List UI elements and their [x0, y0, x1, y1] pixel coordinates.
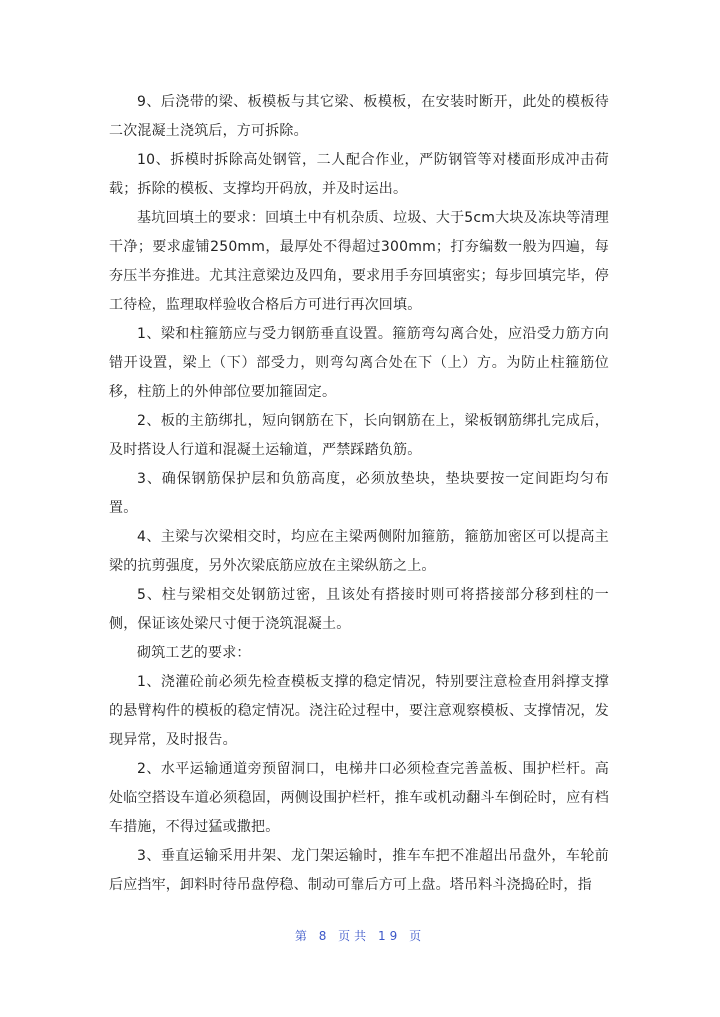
paragraph-pouring-1: 1、浇灌砼前必须先检查模板支撑的稳定情况，特别要注意检查用斜撑支撑的悬臂构件的模板的稳定情况。浇注砼过程中，要注意观察模板、支撑情况，发现异常，及时报告。: [109, 674, 609, 748]
page-footer: [0, 927, 720, 944]
paragraph-rebar-2: 2、板的主筋绑扎，短向钢筋在下，长向钢筋在上，梁板钢筋绑扎完成后，及时搭设人行道和混凝土运输道，严禁踩踏负筋。: [109, 413, 609, 458]
footer-total-pages: 19: [378, 929, 402, 943]
paragraph-rebar-4: 4、主梁与次梁相交时，均应在主梁两侧附加箍筋，箍筋加密区可以提高主梁的抗剪强度，另外次梁底筋应放在主梁纵筋之上。: [109, 529, 609, 574]
paragraph-rebar-1: 1、梁和柱箍筋应与受力钢筋垂直设置。箍筋弯勾离合处，应沿受力筋方向错开设置，梁上（下）部受力，则弯勾离合处在下（上）方。为防止柱箍筋位移，柱筋上的外伸部位要加箍固定。: [109, 326, 609, 400]
document-body: [109, 88, 609, 900]
footer-prefix: 第: [294, 929, 311, 943]
paragraph-rebar-3: 3、确保钢筋保护层和负筋高度，必须放垫块，垫块要按一定间距均匀布置。: [109, 471, 609, 516]
paragraph-10-formwork-removal: 10、拆模时拆除高处钢管，二人配合作业，严防钢管等对楼面形成冲击荷载；拆除的模板、支撑均开码放，并及时运出。: [109, 152, 609, 197]
section-heading-masonry: 砌筑工艺的要求：: [137, 645, 251, 661]
footer-page-number: 8: [318, 929, 331, 943]
footer-middle: 页共: [338, 929, 371, 943]
paragraph-pouring-3: 3、垂直运输采用井架、龙门架运输时，推车车把不准超出吊盘外，车轮前后应挡牢，卸料时待吊盘停稳、制动可靠后方可上盘。塔吊料斗浇捣砼时，指: [109, 848, 609, 893]
footer-suffix: 页: [409, 929, 426, 943]
paragraph-backfill-requirements: 基坑回填土的要求：回填土中有机杂质、垃圾、大于5cm大块及冻块等清理干净；要求虚铺250mm，最厚处不得超过300mm；打夯编数一般为四遍，每夯压半夯推进。尤其注意梁边及四角，要求用手夯回填密实；每步回填完毕，停工待检，监理取样验收合格后方可进行再次回填。: [109, 210, 609, 313]
paragraph-9-post-pour-strip: 9、后浇带的梁、板模板与其它梁、板模板，在安装时断开，此处的模板待二次混凝土浇筑后，方可拆除。: [109, 94, 609, 139]
paragraph-pouring-2: 2、水平运输通道旁预留洞口，电梯井口必须检查完善盖板、围护栏杆。高处临空搭设车道必须稳固，两侧设围护栏杆，推车或机动翻斗车倒砼时，应有档车措施，不得过猛或撒把。: [109, 761, 609, 835]
paragraph-rebar-5: 5、柱与梁相交处钢筋过密，且该处有搭接时则可将搭接部分移到柱的一侧，保证该处梁尺寸便于浇筑混凝土。: [109, 587, 609, 632]
